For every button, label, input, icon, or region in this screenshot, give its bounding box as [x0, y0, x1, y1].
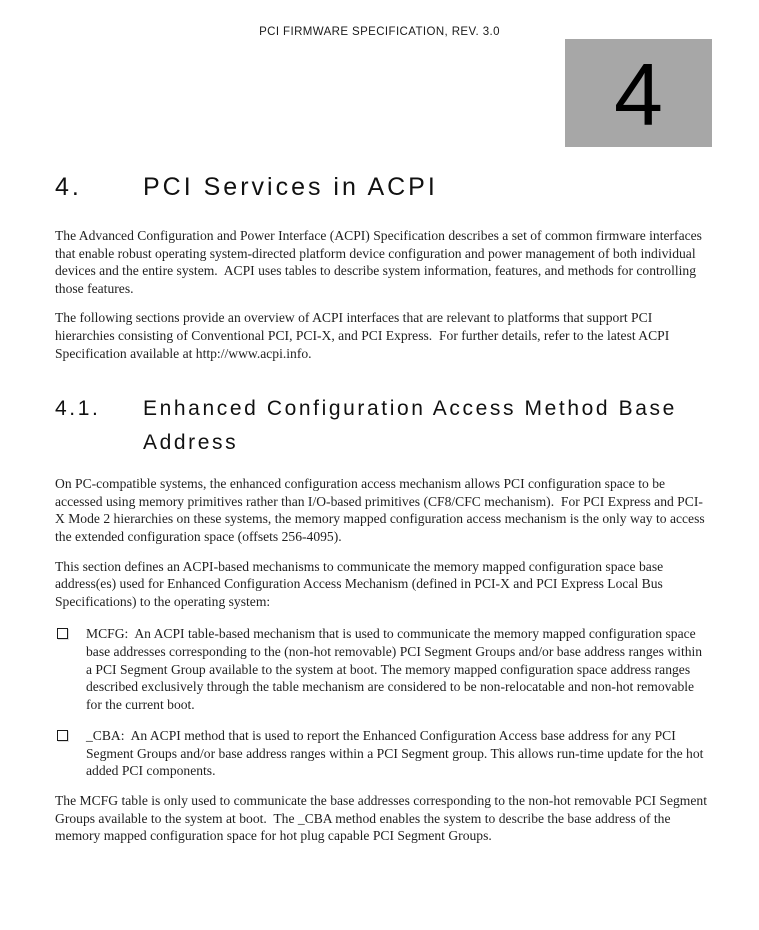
bullet-item-text: _CBA: An ACPI method that is used to report the Enhanced Configuration Access base address for any PCI Segment Groups and/or base address ranges within a PCI Segment group. This allows run-time update for the hot added PCI components. — [86, 728, 707, 779]
paragraph: This section defines an ACPI-based mechanisms to communicate the memory mapped configuration space base address(es) used for Enhanced Configuration Access Mechanism (defined in PCI-X and PCI Express Local Bus Specifications) to the operating system: — [55, 558, 667, 609]
section-heading-4-1 — [55, 392, 711, 460]
paragraph: The MCFG table is only used to communicate the base addresses corresponding to the non-hot removable PCI Segment Groups available to the system at boot. The _CBA method enables the system to describe the base address of the memory mapped configuration space for hot plug capable PCI Segment Groups. — [55, 793, 711, 844]
bullet-item — [55, 727, 711, 780]
paragraph: The following sections provide an overview of ACPI interfaces that are relevant to platforms that support PCI hierarchies consisting of Conventional PCI, PCI-X, and PCI Express. For further details, refer to the latest ACPI Specification available at http://www.acpi.info. — [55, 310, 673, 361]
bullet-square-icon — [57, 628, 68, 639]
bullet-square-icon — [57, 730, 68, 741]
bullet-item-text: MCFG: An ACPI table-based mechanism that is used to communicate the memory mapped configuration space base addresses corresponding to the (non-hot removable) PCI Segment Groups and/or base address ranges within a PCI Segment Group available to the system at boot. The memory mapped configuration space address ranges described exclusively through the table mechanism are considered to be non-relocatable and non-hot removable for the current boot. — [86, 626, 706, 712]
section-heading-4 — [55, 172, 711, 202]
paragraph: The Advanced Configuration and Power Interface (ACPI) Specification describes a set of common firmware interfaces that enable robust operating system-directed platform device configuration and power management of both individual devices and the entire system. ACPI uses tables to describe system information, features, and methods for controlling those features. — [55, 228, 706, 296]
bullet-list — [55, 625, 711, 780]
section-number: 4.1. — [55, 397, 101, 421]
page-content — [0, 172, 759, 845]
section-title: Enhanced Configuration Access Method Base Address — [143, 397, 677, 455]
section-number: 4. — [55, 173, 82, 201]
paragraph: On PC-compatible systems, the enhanced configuration access mechanism allows PCI configuration space to be accessed using memory primitives rather than I/O-based primitives (CF8/CFC mechanism). For PCI Express and PCI-X Mode 2 hierarchies on these systems, the memory mapped configuration access mechanism is the only way to access the extended configuration space (offsets 256-4095). — [55, 476, 709, 544]
chapter-number-tab — [565, 39, 712, 147]
bullet-item — [55, 625, 711, 713]
section-title: PCI Services in ACPI — [143, 173, 438, 201]
chapter-number: 4 — [614, 45, 663, 144]
running-header: PCI FIRMWARE SPECIFICATION, REV. 3.0 — [259, 26, 500, 38]
